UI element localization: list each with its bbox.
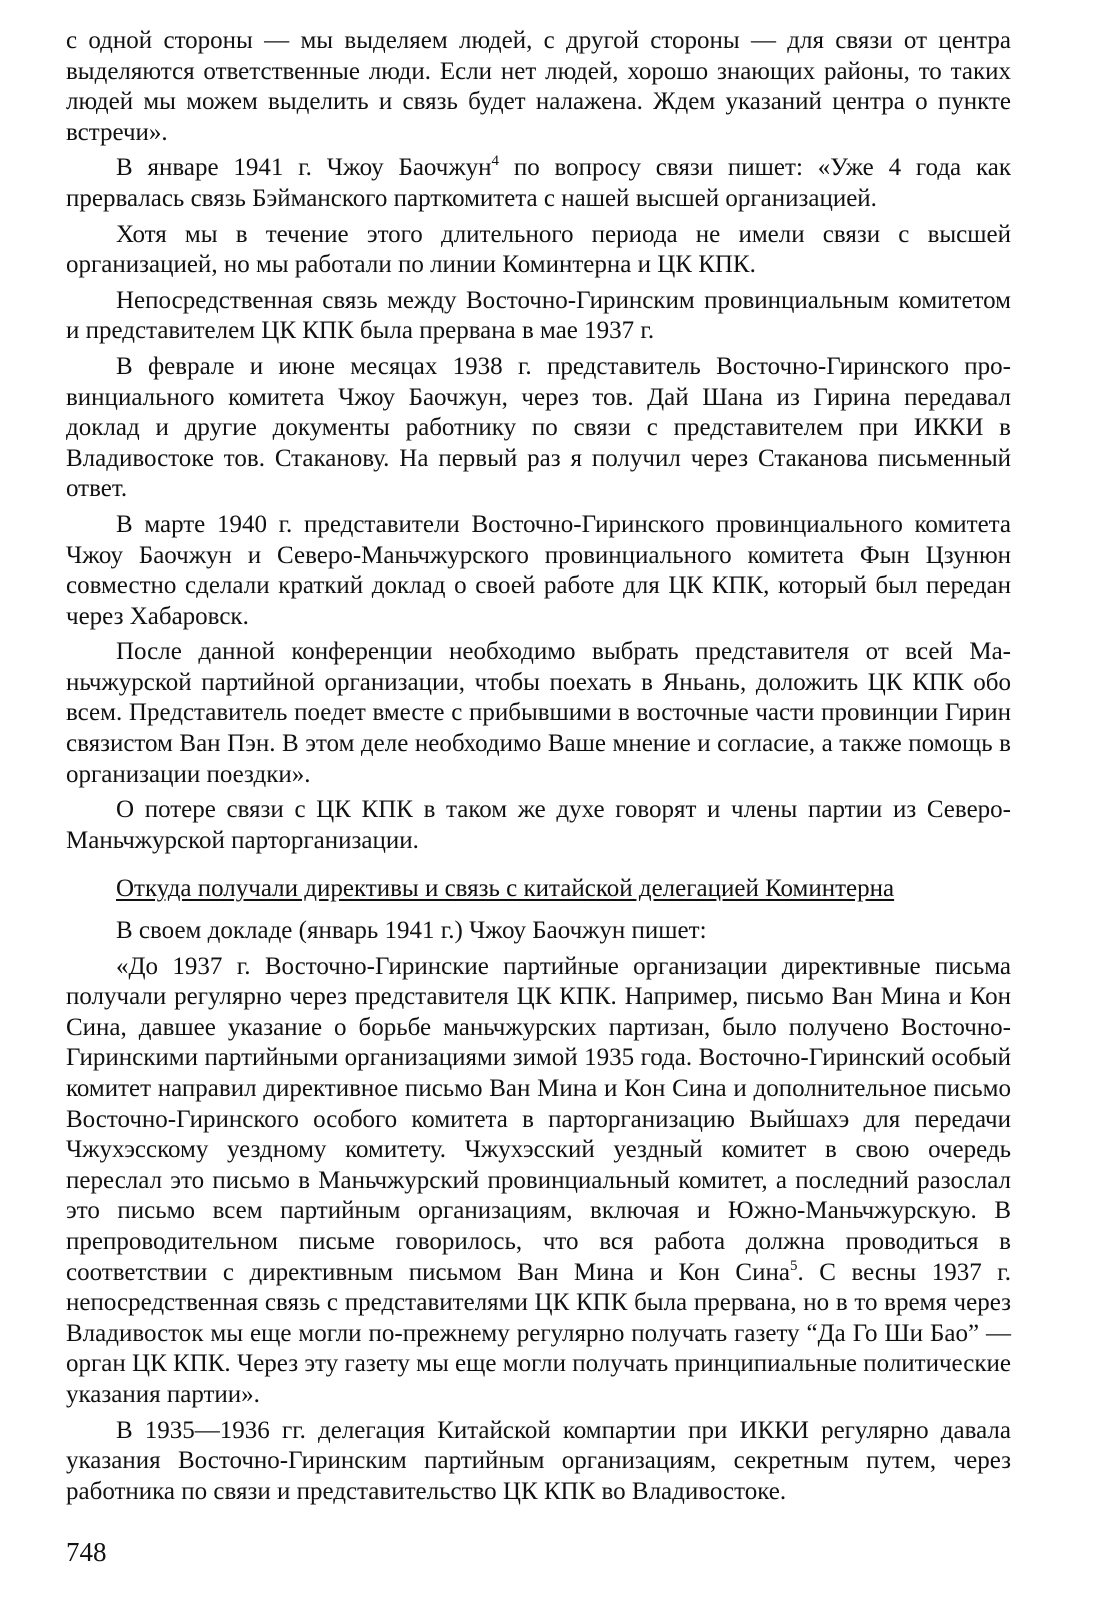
page-number: 748 [66, 1537, 107, 1567]
paragraph: О потере связи с ЦК КПК в таком же духе говорят и члены партии из Северо-Маньчжурской парторганизации. [66, 796, 1011, 854]
paragraph: В своем докладе (январь 1941 г.) Чжоу Баочжун пишет: [116, 917, 707, 945]
footnote-ref[interactable]: 5 [789, 1257, 798, 1274]
paragraph-continuation: с одной стороны — мы выделяем людей, с другой стороны — для связи от центра выделяются ответственные люди. Если нет людей, хорошо знающих районы, то таких людей мы можем выделить и связь будет налажена. Ждем указаний центра о пункте встречи». [66, 27, 1011, 146]
paragraph: «До 1937 г. Восточно-Гиринские партийные организации директивные письма получали регулярно через представителя ЦК КПК. Например, письмо Ван Мина и Кон Сина, давшее указание о борьбе маньчжурских партизан, было получено Восточно-Гиринскими партийными организациями зимой 1935 года. Восточно-Гиринский особый комитет направил директивное письмо Ван Мина и Кон Сина и дополнительное письмо Восточно-Гиринского особого комитета в парторганизацию Выйшахэ для передачи Чжухэсскому уездному комитету. Чжухэсский уездный комитет в свою очередь переслал это письмо в Маньчжурский провинциальный комитет, а последний разослал это письмо всем партийным организациям, включая и Южно-Маньчжурскую. В препроводительном письме говорилось, что вся работа должна проводиться в соответствии с директивным письмом Ван Мина и Кон Сина$^5$. С весны 1937 г. непосредственная связь с представителями ЦК КПК была прервана, но в то время через Владивосток мы еще могли по-прежнему регулярно получать газету “Да Го Ши Бао” — орган ЦК КПК. Через эту газету мы еще могли получать принципиальные политические указания партии». [66, 952, 1011, 1408]
paragraph: В марте 1940 г. представители Восточно-Гиринского провинциального комитета Чжоу Баочжун и Северо-Маньчжурского провинциального комитета Фын Цзунюн совместно сделали краткий доклад о своей работе для ЦК КПК, который был передан через Хабаровск. [66, 510, 1011, 630]
section-heading: Откуда получали директивы и связь с китайской делегацией Коминтерна [116, 875, 895, 903]
paragraph: В феврале и июне месяцах 1938 г. представитель Восточно-Гиринского провинциального комитета Чжоу Баочжун, через тов. Дай Шана из Гирина передавал доклад и другие документы работнику по связи с представителем при ИККИ в Владивостоке тов. Стаканову. На первый раз я получил через Стаканова письменный ответ. [66, 352, 1011, 503]
paragraph: В 1935—1936 гг. делегация Китайской компартии при ИККИ регулярно давала указания Восточно-Гиринским партийным организациям, секретным путем, через работника по связи и представительство ЦК КПК во Владивостоке. [66, 1416, 1011, 1505]
document-page [66, 26, 1011, 1512]
paragraph: Непосредственная связь между Восточно-Гиринским провинциальным комитетом и представителем ЦК КПК была прервана в мае 1937 г. [66, 286, 1011, 345]
footnote-ref[interactable]: 4 [491, 153, 500, 170]
paragraph: После данной конференции необходимо выбрать представителя от всей Маньчжурской партийной организации, чтобы поехать в Яньань, доложить ЦК КПК обо всем. Представитель поедет вместе с прибывшими в восточные части провинции Гирин связистом Ван Пэн. В этом деле необходимо Ваше мнение и согласие, а также помощь в организации поездки». [66, 638, 1011, 788]
paragraph: Хотя мы в течение этого длительного периода не имели связи с высшей организацией, но мы работали по линии Коминтерна и ЦК КПК. [66, 220, 1011, 279]
paragraph: В январе 1941 г. Чжоу Баочжун$^4$ по вопросу связи пишет: «Уже 4 года как прервалась связь Бэйманского парткомитета с нашей высшей организацией. [66, 153, 1011, 212]
